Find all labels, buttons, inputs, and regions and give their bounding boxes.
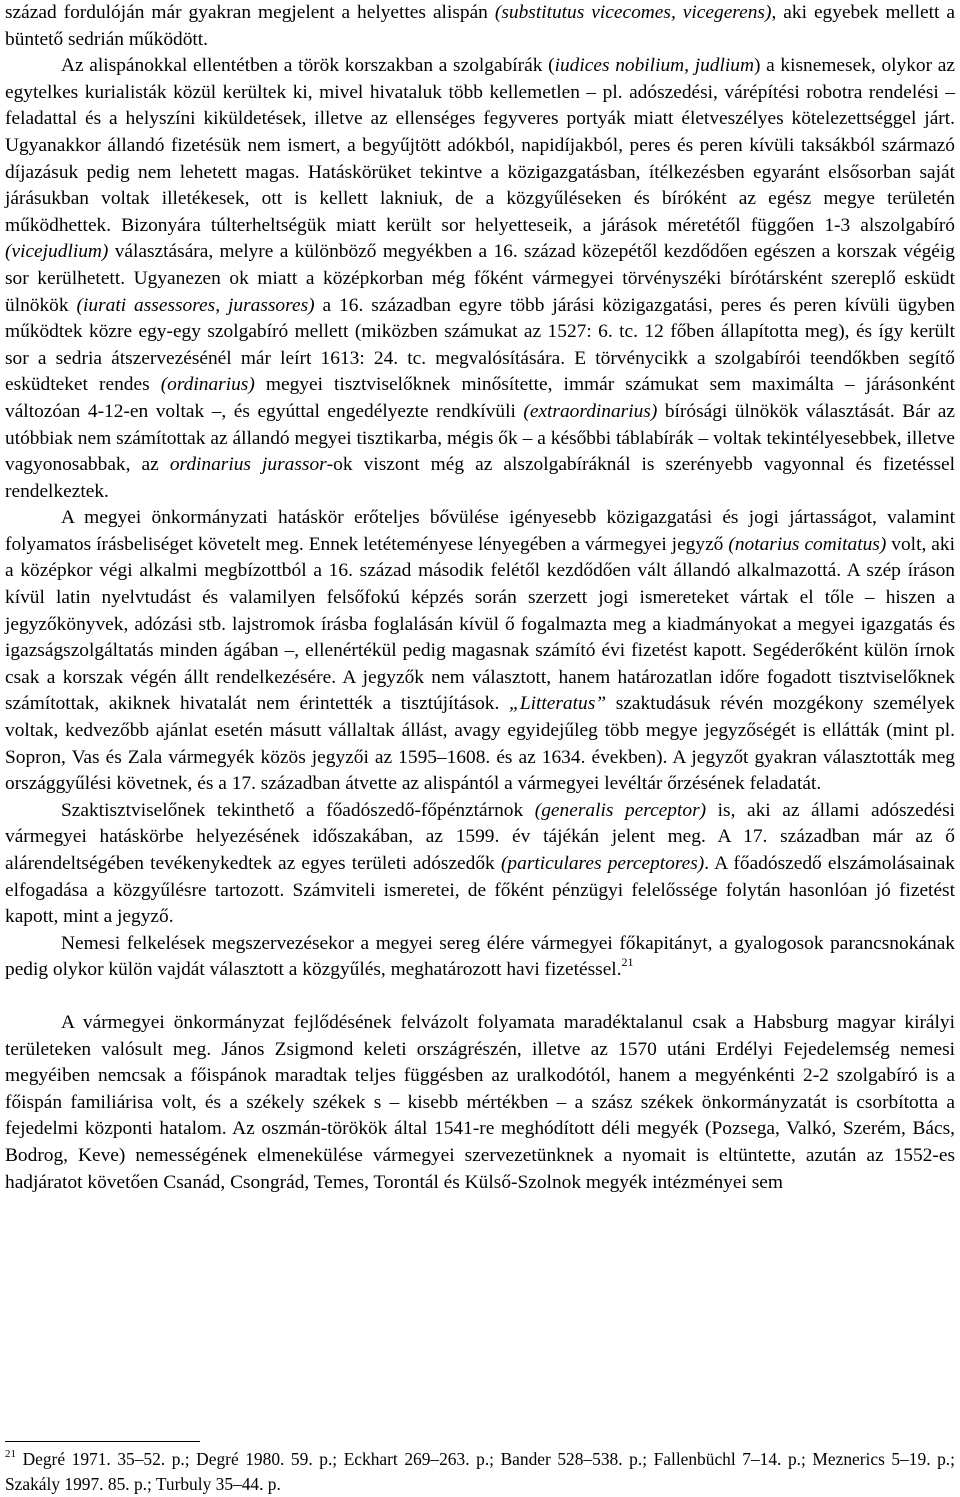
text-run: bírósági ülnökök választását. Bár az utóbbiak nem számítottak az állandó megyei tisztikarba, mégis ők – a későbbi táblabírák – voltak tekintélyesebbek, illetve vagyonosabbak, az	[5, 400, 955, 476]
footnote-separator	[5, 1441, 200, 1442]
italic-text: (iurati assessores, jurassores)	[76, 294, 315, 316]
italic-text: „Litteratus”	[509, 693, 607, 715]
footnote-number: 21	[5, 1448, 16, 1460]
paragraph	[5, 505, 955, 798]
text-run: is, aki az állami adószedési vármegyei hatáskörbe helyezésének időszakában, az 1599. év tájékán jelent meg. A 17. században már az ő alárendeltségében tevékenykedtek az egyes területi adószedők	[5, 799, 956, 874]
italic-text: ordinarius jurassor	[169, 454, 327, 476]
text-run: század fordulóján már gyakran megjelent a helyettes alispán	[5, 2, 495, 23]
document-body	[5, 0, 955, 1196]
italic-text: (substitutus vicecomes, vicegerens)	[494, 2, 772, 23]
text-run: A vármegyei önkormányzat fejlődésének felvázolt folyamata maradéktalanul csak a Habsburg magyar királyi területeken valósult meg. János Zsigmond keleti országrészén, illetve az 1570 utáni Erdélyi Fejedelemség nemesi megyéiben nemcsak a főispánok maradtak teljes függésben az uralkodótól, hanem a megyénkénti 2-2 szolgabíró is a főispán familiárisa volt, és a székely székek s – kisebb mértékben – a szász székek önkormányzatát is csorbította a fejedelmi központi hatalom. Az oszmán-törökök által 1541-re meghódított déli megyék (Pozsega, Valkó, Szerém, Bács, Bodrog, Keve) nemességének elmenekülése vármegyei szervezetünknek a nyomait is eltüntette, azután az 1552-es hadjáratot követően Csanád, Csongrád, Temes, Torontál és Külső-Szolnok megyék intézményei sem	[5, 1011, 955, 1193]
text-run: . A főadószedő elszámolásainak elfogadása a közgyűlésre tartozott. Számviteli ismeretei, de főként pénzügyi felelőssége folytán hasonlóan jó fizetést kapott, mint a jegyző.	[5, 853, 955, 928]
text-run: Az alispánokkal ellentétben a török korszakban a szolgabírák (	[61, 55, 555, 77]
text-run: ) a kisnemesek, olykor az egytelkes kurialisták közül kerültek ki, mivel hivataluk több kellemetlen – pl. adószedési, várépítési robotra rendelési – feladattal és a helyszíni kiküldetések, illetve az ellenséges fegyveres portyák miatt életveszélyes kötelezettséggel járt. Ugyanakkor állandó fizetésük nem ismert, a begyűjtött adókból, napidíjakból, peres és peren kívüli taksákból származó díjazásuk pedig nem lehetett magas. Hatáskörüket tekintve a közigazgatásban, ítélkezésben egyaránt elsősorban saját járásukban voltak illetékesek, ott is kellett lakniuk, de a közgyűléseken és bíróként az egész megye területén működhettek. Bizonyára túlterheltségük miatt került sor helyetteseik, a járások méretétől függően 1-3 alszolgabíró	[5, 55, 955, 236]
text-run: megyei tisztviselőknek minősítette, immár számukat sem maximálta – járásonként változóan 4-12-en voltak –, és egyúttal engedélyezte rendkívüli	[5, 374, 955, 422]
text-run: Szaktisztviselőnek tekinthető a főadószedő-főpénztárnok	[61, 799, 535, 821]
text-run: a 16. században egyre több járási közigazgatási, peres és peren kívüli ügyben működtek közre egy-egy szolgabíró mellett (miközben számukat az 1527: 6. tc. 12 főben állapította meg), és így került sor a sedria átszervezésénél már leírt 1613: 24. tc. megvalósítására. E törvénycikk a szolgabírói teendőkben segítő esküdteket rendes	[5, 294, 955, 396]
paragraph	[5, 931, 955, 984]
footnote-reference: 21	[621, 955, 634, 970]
footnote	[5, 1447, 955, 1497]
italic-text: (vicejudlium)	[5, 241, 109, 263]
text-run: volt, aki a középkor végi alkalmi megbízottból a 16. század második felétől kezdődően vált állandó alkalmazottá. A szép íráson kívül latin nyelvtudást és valamilyen felsőfokú képzés során szerzett jogi ismereteket vártak el tőle – hiszen a jegyzőkönyvek, adózási stb. lajstromok írásba foglalásán kívül ő fogalmazta meg a kiadmányokat a megyei igazgatás és igazságszolgáltatás minden ágában –, ellenértékül pedig magasnak számító évi fizetést kapott. Segéderőként külön írnok csak a korszak végén állt rendelkezésére. A jegyzők nem választott, hanem határozatlan időre fogadott tisztviselőknek számítottak, akiknek hivatalát nem érintették a tisztújítások.	[5, 533, 955, 715]
italic-text: iudices nobilium, judlium	[554, 55, 754, 77]
paragraph	[5, 53, 955, 505]
italic-text: (notarius comitatus)	[728, 533, 887, 555]
text-run: Nemesi felkelések megszervezésekor a megyei sereg élére vármegyei főkapitányt, a gyalogosok parancsnokának pedig olykor külön vajdát választott a közgyűlés, meghatározott havi fizetéssel.	[5, 932, 955, 981]
text-run: -ok viszont még az alszolgabíráknál is szerényebb vagyonnal és fizetéssel rendelkeztek.	[5, 454, 955, 502]
paragraph	[5, 0, 955, 53]
paragraph	[5, 1010, 955, 1196]
text-run: választására, melyre a különböző megyékben a 16. század közepétől kezdődően egészen a korszak végéig sor kerülhetett. Ugyanezen ok miatt a középkorban még főként vármegyei törvényszéki bírótársként szereplő esküdt ülnökök	[5, 241, 955, 316]
text-run: A megyei önkormányzati hatáskör erőteljes bővülése igényesebb közigazgatási és jogi jártasságot, valamint folyamatos írásbeliséget követelt meg. Ennek letéteményese lényegében a vármegyei jegyző	[5, 507, 955, 555]
footnote-text: Degré 1971. 35–52. p.; Degré 1980. 59. p.; Eckhart 269–263. p.; Bander 528–538. p.; Fallenbüchl 7–14. p.; Meznerics 5–19. p.; Szakály 1997. 85. p.; Turbuly 35–44. p.	[5, 1449, 955, 1494]
italic-text: (particulares perceptores)	[500, 853, 705, 874]
italic-text: (ordinarius)	[160, 374, 255, 396]
text-run: , aki egyebek mellett a büntető sedrián működött.	[5, 2, 955, 50]
italic-text: (generalis perceptor)	[534, 799, 707, 821]
paragraph	[5, 798, 955, 931]
text-run: szaktudásuk révén mozgékony személyek voltak, kedvezőbb ajánlat esetén másutt vállaltak állást, avagy egyidejűleg több megye jegyzőségét is ellátták (mint pl. Sopron, Vas és Zala vármegyék közös jegyzői az 1595–1608. és az 1634. években). A jegyzőt gyakran választották meg országgyűlési követnek, és a 17. században átvette az alispántól a vármegyei levéltár őrzésének feladatát.	[5, 693, 955, 795]
italic-text: (extraordinarius)	[523, 400, 658, 422]
